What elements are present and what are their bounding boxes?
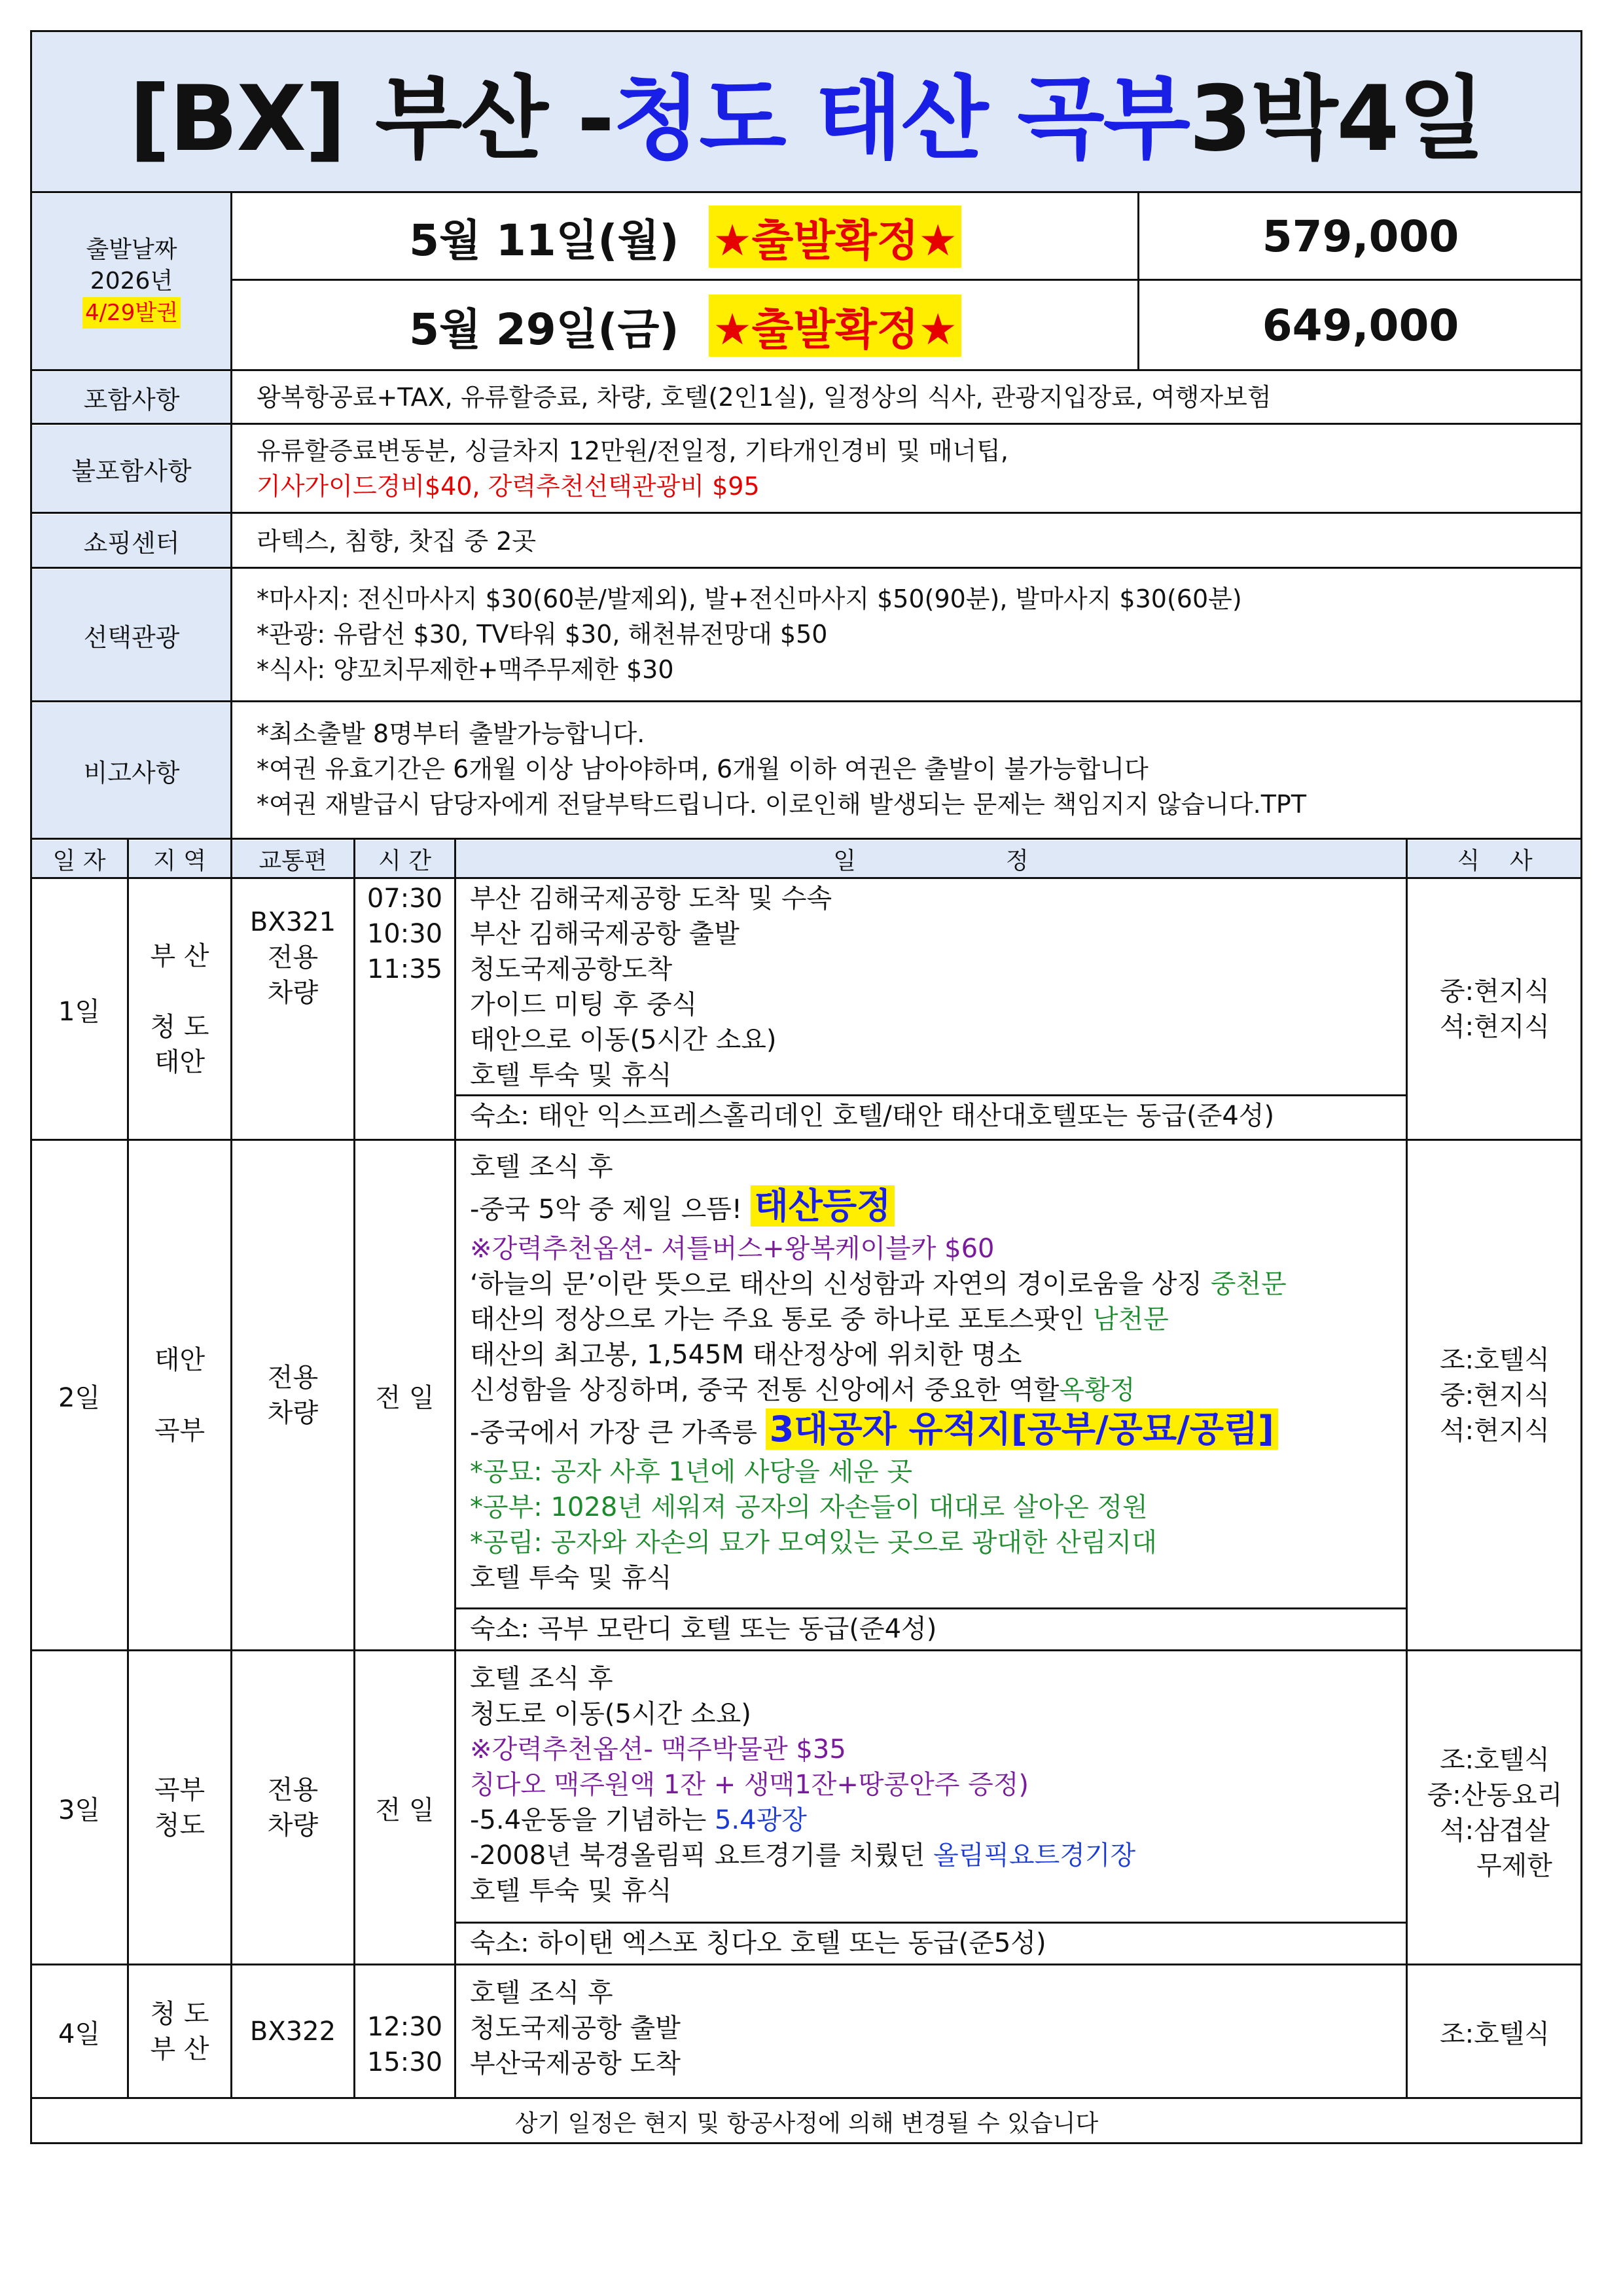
day-times: 07:30 10:30 11:35: [366, 884, 443, 984]
day-region: 태안 곡부: [154, 1345, 205, 1446]
header-transport: 교통편: [259, 847, 327, 874]
day-itinerary: 부산 김해국제공항 도착 및 수속 부산 김해국제공항 출발 청도국제공항도착 가이드 미팅 후 중식 태안으로 이동(5시간 소요) 호텔 투숙 및 휴식: [470, 884, 832, 1090]
header-day: 일 자: [52, 847, 106, 874]
departure-date: 5월 29일(금): [409, 304, 679, 355]
day-region: 부 산 청 도 태안: [150, 941, 209, 1077]
departure-date-row: [233, 194, 1137, 279]
day-itinerary: 호텔 조식 후 -중국 5악 중 제일 으뜸! 태산등정 ※강력추천옵션- 셔틀버스+왕복케이블카 $60 ‘하늘의 문’이란 뜻으로 태산의 신성함과 자연의 경이로움을 상징 중천문 태산의 정상으로 가는 주요 통로 중 하나로 포토스팟인 남천문 태산의 최고봉, 1,545M 태산정상에 위치한 명소 신성함을 상징하며, 중국 전통 신앙에서 중요한 역할옥황정 -중국에서 가장 큰 가족릉 3대공자 유적지[공부/공묘/공림] *공묘: 공자 사후 1년에 사당을 세운 곳 *공부: 1028년 세워져 공자의 자손들이 대대로 살아온 정원 *공림: 공자와 자손의 묘가 모여있는 곳으로 광대한 산림지대 호텔 투숙 및 휴식: [470, 1152, 1287, 1593]
included-label: 포함사항: [83, 385, 180, 414]
day-meals: 조:호텔식: [1439, 2018, 1550, 2049]
day-times: 전 일: [375, 1795, 435, 1825]
optional-tours-text: *마사지: 전신마사지 $30(60분/발제외), 발+전신마사지 $50(90분), 발마사지 $30(60분) *관광: 유람선 $30, TV타워 $30, 해천뷰전망대 $50 *식사: 양꼬치무제한+맥주무제한 $30: [257, 584, 1242, 684]
day-transport: BX322: [249, 2017, 336, 2047]
highlight-text: 3대공자 유적지[공부/공묘/공림]: [766, 1408, 1278, 1450]
confirmed-badge: ★출발확정★: [709, 295, 961, 357]
shopping-text: 라텍스, 침향, 찻집 중 2곳: [257, 527, 537, 556]
departure-label: 출발날짜 2026년 4/29발권: [31, 194, 232, 369]
day-meals: 조:호텔식 중:현지식 석:현지식: [1439, 1345, 1550, 1446]
day-number: 3일: [58, 1795, 101, 1825]
header-itinerary: 일 정: [833, 847, 1029, 874]
day-transport: 전용 차량: [267, 1363, 319, 1428]
day-times: 12:30 15:30: [366, 2012, 443, 2077]
header-meals: 식 사: [1457, 847, 1533, 874]
day-transport: 전용 차량: [267, 1775, 319, 1840]
header-region: 지 역: [153, 847, 206, 874]
day-transport: BX321 전용 차량: [249, 907, 336, 1008]
shopping-label: 쇼핑센터: [83, 528, 180, 558]
notes-label: 비고사항: [83, 758, 180, 787]
day-hotel: 숙소: 하이탠 엑스포 칭다오 호텔 또는 동급(준5성): [470, 1928, 1046, 1958]
header-time: 시 간: [378, 847, 431, 874]
day-number: 1일: [58, 996, 101, 1027]
included-text: 왕복항공료+TAX, 유류할증료, 차량, 호텔(2인1실), 일정상의 식사, 관광지입장료, 여행자보험: [257, 383, 1272, 412]
day-number: 2일: [58, 1382, 101, 1413]
excluded-text: 유류할증료변동분, 싱글차지 12만원/전일정, 기타개인경비 및 매너팁, 기사가이드경비$40, 강력추천선택관광비 $95: [257, 437, 1008, 501]
highlight-text: 태산등정: [751, 1185, 895, 1227]
day-times: 전 일: [375, 1382, 435, 1413]
day-region: 청 도 부 산: [150, 1999, 209, 2064]
excluded-label: 불포함사항: [71, 456, 192, 486]
day-hotel: 숙소: 곡부 모란디 호텔 또는 동급(준4성): [470, 1614, 937, 1644]
day-itinerary: 호텔 조식 후 청도국제공항 출발 부산국제공항 도착: [470, 1978, 681, 2079]
page-title: [BX] 부산 - 청도 태산 곡부 3박4일: [129, 66, 1484, 171]
optional-tours-label: 선택관광: [83, 622, 180, 652]
issue-date-badge: 4/29발권: [82, 297, 181, 329]
day-itinerary: 호텔 조식 후 청도로 이동(5시간 소요) ※강력추천옵션- 맥주박물관 $35 칭다오 맥주원액 1잔 + 생맥1잔+땅콩안주 증정) -5.4운동을 기념하는 5.4광장 -2008년 북경올림픽 요트경기를 치뤘던 올림픽요트경기장 호텔 투숙 및 휴식: [470, 1664, 1136, 1906]
day-hotel: 숙소: 태안 익스프레스홀리데인 호텔/태안 태산대호텔또는 동급(준4성): [470, 1101, 1275, 1131]
confirmed-badge: ★출발확정★: [709, 206, 961, 268]
day-meals: 조:호텔식 중:산동요리 석:삼겹살 무제한: [1427, 1745, 1563, 1881]
departure-date: 5월 11일(월): [409, 215, 679, 266]
day-region: 곡부 청도: [154, 1775, 205, 1840]
departure-price: 579,000: [1262, 211, 1459, 262]
departure-date-row: [233, 281, 1137, 369]
departure-price: 649,000: [1262, 300, 1459, 351]
footer-note: 상기 일정은 현지 및 항공사정에 의해 변경될 수 있습니다: [514, 2109, 1099, 2137]
day-number: 4일: [58, 2018, 101, 2049]
notes-text: *최소출발 8명부터 출발가능합니다. *여권 유효기간은 6개월 이상 남아야하며, 6개월 이하 여권은 출발이 불가능합니다 *여권 재발급시 담당자에게 전달부탁드립니다. 이로인해 발생되는 문제는 책임지지 않습니다.TPT: [257, 719, 1307, 819]
day-meals: 중:현지식 석:현지식: [1439, 977, 1550, 1042]
